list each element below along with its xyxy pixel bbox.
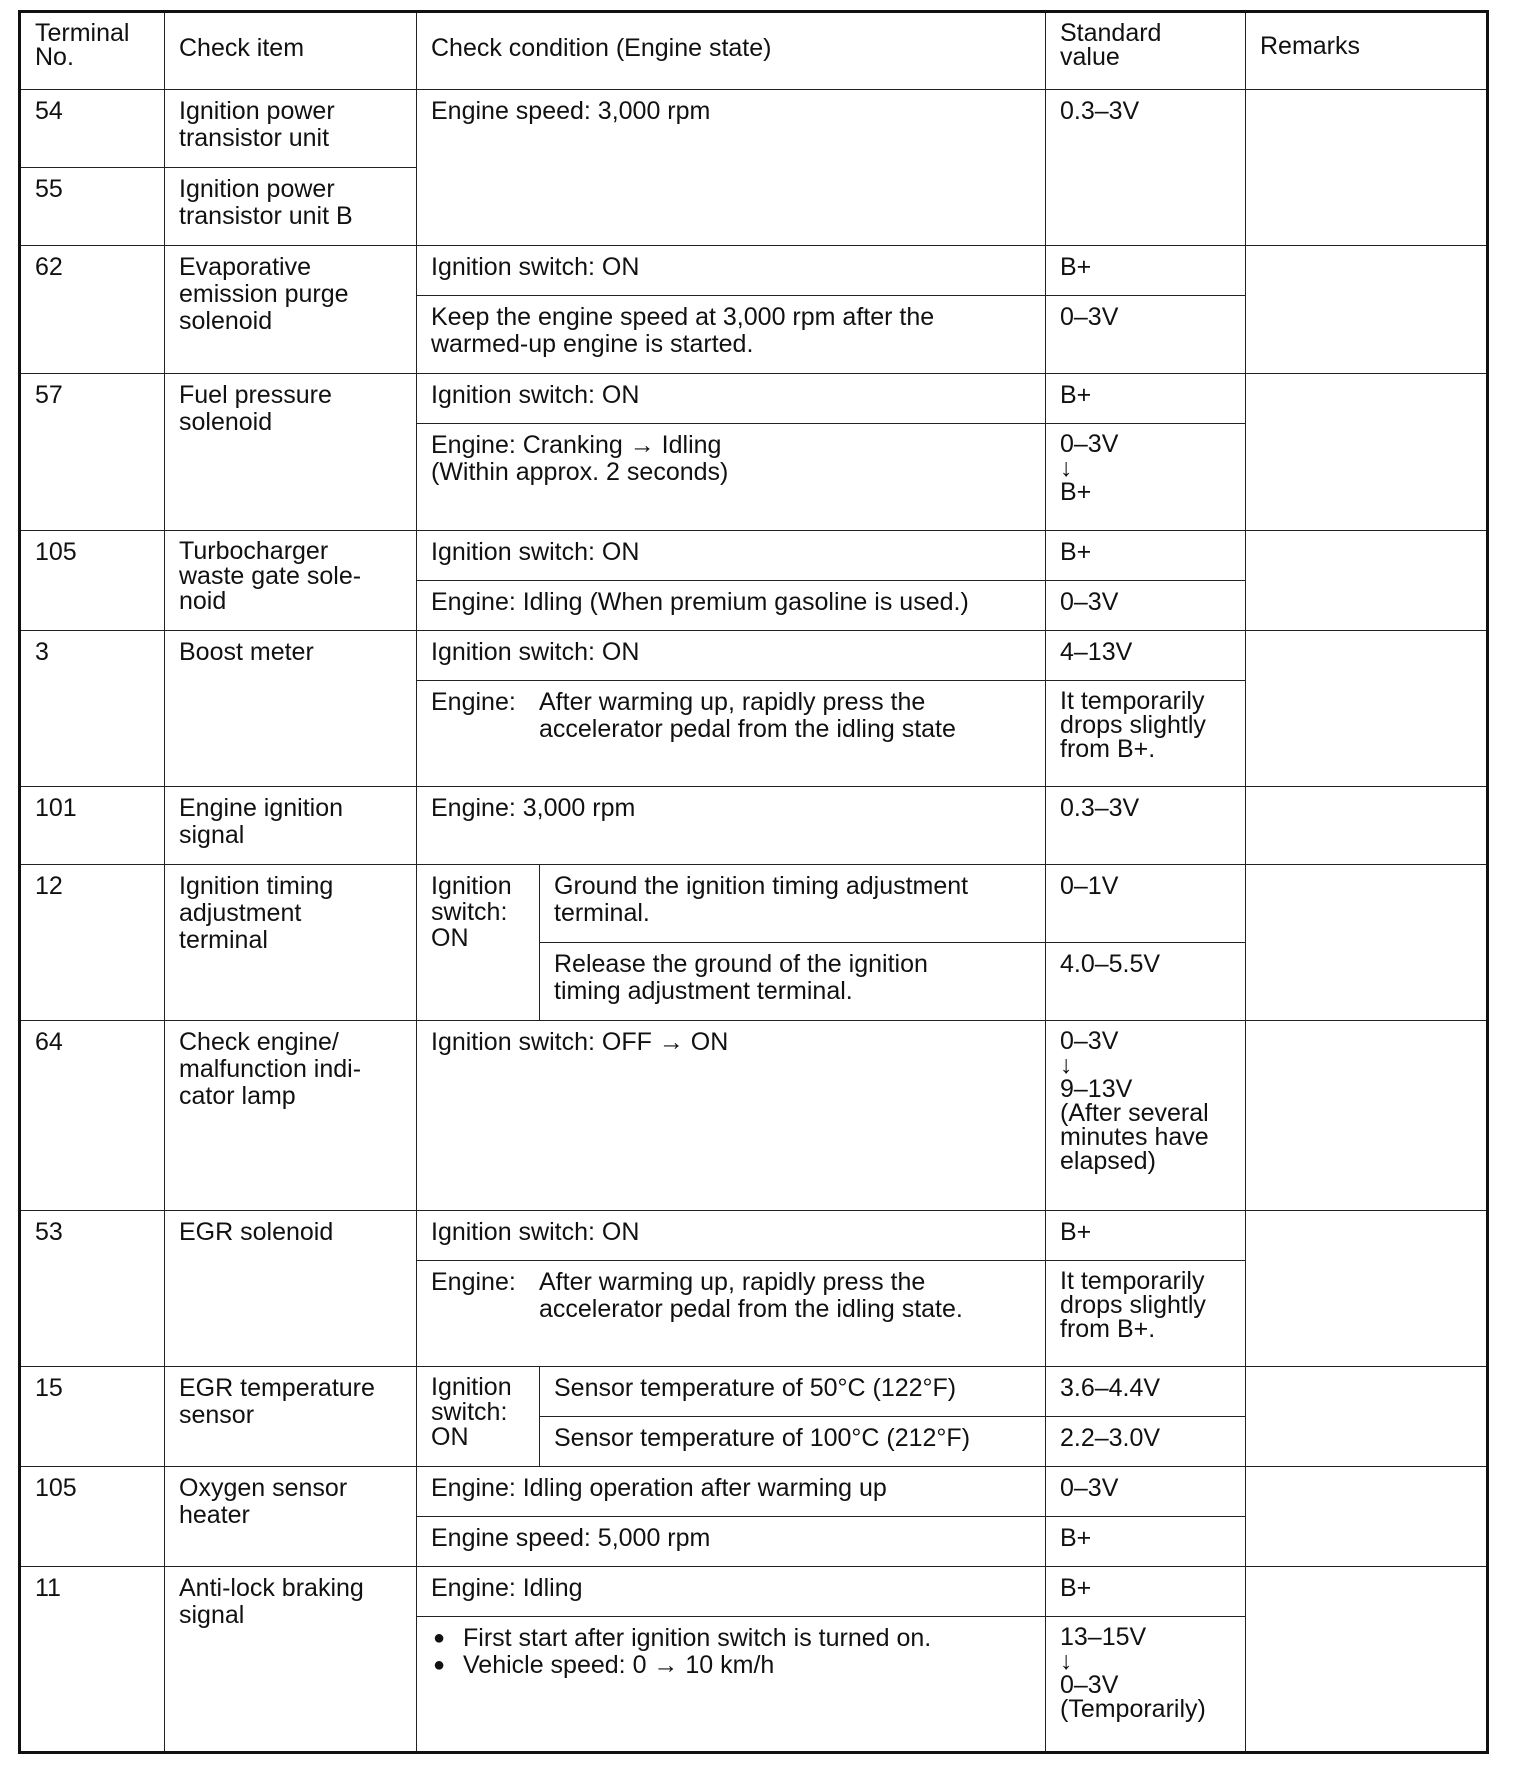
- check-item: Fuel pressure solenoid: [165, 374, 417, 531]
- check-item: EGR solenoid: [165, 1211, 417, 1367]
- condition-bullet-list: [431, 1625, 1031, 1679]
- standard-value: 4.0–5.5V: [1046, 943, 1246, 1021]
- terminal-no: 53: [20, 1211, 165, 1367]
- header-terminal-no: Terminal No.: [20, 12, 165, 90]
- standard-value: 0–3V ↓ 9–13V (After several minutes have elapsed): [1046, 1021, 1246, 1211]
- check-condition: Ignition switch: ON: [417, 246, 1046, 296]
- standard-value: B+: [1046, 1517, 1246, 1567]
- header-standard-value: Standard value: [1046, 12, 1246, 90]
- table-row: [20, 374, 1488, 424]
- header-row: [20, 12, 1488, 90]
- remarks-cell: [1246, 531, 1488, 631]
- standard-value: 13–15V ↓ 0–3V (Temporarily): [1046, 1617, 1246, 1753]
- standard-value: B+: [1046, 1211, 1246, 1261]
- condition-prefix: Engine:: [431, 1268, 516, 1296]
- standard-value: It temporarily drops slightly from B+.: [1046, 681, 1246, 787]
- terminal-no: 62: [20, 246, 165, 374]
- remarks-cell: [1246, 787, 1488, 865]
- terminal-no: 12: [20, 865, 165, 1021]
- table-row: [20, 90, 1488, 168]
- terminal-no: 3: [20, 631, 165, 787]
- standard-value: 0–1V: [1046, 865, 1246, 943]
- table-row: [20, 1211, 1488, 1261]
- check-item: Anti-lock braking signal: [165, 1567, 417, 1753]
- check-condition: Engine: 3,000 rpm: [417, 787, 1046, 865]
- condition-prefix: Engine:: [431, 688, 516, 716]
- header-remarks: Remarks: [1246, 12, 1488, 90]
- remarks-cell: [1246, 246, 1488, 374]
- list-item: ● Vehicle speed: 0 → 10 km/h: [431, 1652, 1031, 1679]
- table-row: [20, 1367, 1488, 1417]
- standard-value: 0.3–3V: [1046, 90, 1246, 246]
- terminal-no: 15: [20, 1367, 165, 1467]
- check-item: Ignition timing adjustment terminal: [165, 865, 417, 1021]
- remarks-cell: [1246, 90, 1488, 246]
- terminal-no: 101: [20, 787, 165, 865]
- check-item: Ignition power transistor unit B: [165, 168, 417, 246]
- standard-value: 0.3–3V: [1046, 787, 1246, 865]
- check-condition: Sensor temperature of 100°C (212°F): [540, 1417, 1046, 1467]
- table-row: [20, 865, 1488, 943]
- check-condition: Keep the engine speed at 3,000 rpm after the warmed-up engine is started.: [417, 296, 1046, 374]
- header-check-condition: Check condition (Engine state): [417, 12, 1046, 90]
- terminal-no: 105: [20, 531, 165, 631]
- standard-value: B+: [1046, 1567, 1246, 1617]
- standard-value: B+: [1046, 531, 1246, 581]
- check-condition: Engine speed: 3,000 rpm: [417, 90, 1046, 246]
- check-condition: Engine: Cranking → Idling (Within approx. 2 seconds): [417, 424, 1046, 531]
- check-item: Turbocharger waste gate sole- noid: [165, 531, 417, 631]
- condition-group: Ignition switch: ON: [417, 1367, 540, 1467]
- remarks-cell: [1246, 631, 1488, 787]
- check-condition: Engine speed: 5,000 rpm: [417, 1517, 1046, 1567]
- remarks-cell: [1246, 865, 1488, 1021]
- header-check-item: Check item: [165, 12, 417, 90]
- check-item: Engine ignition signal: [165, 787, 417, 865]
- check-item: Check engine/ malfunction indi- cator lamp: [165, 1021, 417, 1211]
- table-row: [20, 1467, 1488, 1517]
- table-row: [20, 1567, 1488, 1617]
- check-condition: Ignition switch: ON: [417, 1211, 1046, 1261]
- check-item: Oxygen sensor heater: [165, 1467, 417, 1567]
- check-condition: Release the ground of the ignition timing adjustment terminal.: [540, 943, 1046, 1021]
- table-row: [20, 631, 1488, 681]
- check-item: Ignition power transistor unit: [165, 90, 417, 168]
- check-condition: Ground the ignition timing adjustment terminal.: [540, 865, 1046, 943]
- standard-value: 4–13V: [1046, 631, 1246, 681]
- check-condition: Ignition switch: ON: [417, 374, 1046, 424]
- check-condition: Ignition switch: OFF → ON: [417, 1021, 1046, 1211]
- check-condition: Sensor temperature of 50°C (122°F): [540, 1367, 1046, 1417]
- standard-value: 2.2–3.0V: [1046, 1417, 1246, 1467]
- check-item: Evaporative emission purge solenoid: [165, 246, 417, 374]
- standard-value: 0–3V: [1046, 1467, 1246, 1517]
- check-condition: Ignition switch: ON: [417, 531, 1046, 581]
- terminal-no: 105: [20, 1467, 165, 1567]
- remarks-cell: [1246, 374, 1488, 531]
- standard-value: B+: [1046, 246, 1246, 296]
- standard-value: 0–3V ↓ B+: [1046, 424, 1246, 531]
- check-condition: Engine: Idling operation after warming up: [417, 1467, 1046, 1517]
- remarks-cell: [1246, 1467, 1488, 1567]
- table-row: [20, 246, 1488, 296]
- remarks-cell: [1246, 1367, 1488, 1467]
- standard-value: 0–3V: [1046, 296, 1246, 374]
- terminal-no: 55: [20, 168, 165, 246]
- check-condition: Engine: Idling: [417, 1567, 1046, 1617]
- terminal-no: 57: [20, 374, 165, 531]
- standard-value: It temporarily drops slightly from B+.: [1046, 1261, 1246, 1367]
- table-row: [20, 787, 1488, 865]
- standard-value: 0–3V: [1046, 581, 1246, 631]
- standard-value: B+: [1046, 374, 1246, 424]
- check-condition: Engine: Idling (When premium gasoline is used.): [417, 581, 1046, 631]
- terminal-no: 54: [20, 90, 165, 168]
- check-item: EGR temperature sensor: [165, 1367, 417, 1467]
- check-condition: [417, 1617, 1046, 1753]
- standard-value: 3.6–4.4V: [1046, 1367, 1246, 1417]
- check-item: Boost meter: [165, 631, 417, 787]
- check-condition: [417, 1261, 1046, 1367]
- remarks-cell: [1246, 1567, 1488, 1753]
- terminal-no: 64: [20, 1021, 165, 1211]
- terminal-no: 11: [20, 1567, 165, 1753]
- remarks-cell: [1246, 1021, 1488, 1211]
- list-item: ● First start after ignition switch is turned on.: [431, 1625, 1031, 1652]
- check-condition: [417, 681, 1046, 787]
- condition-text: After warming up, rapidly press the accelerator pedal from the idling state.: [539, 1268, 963, 1323]
- check-condition: Ignition switch: ON: [417, 631, 1046, 681]
- condition-text: After warming up, rapidly press the accelerator pedal from the idling state: [539, 688, 956, 743]
- remarks-cell: [1246, 1211, 1488, 1367]
- table-row: [20, 1021, 1488, 1211]
- condition-group: Ignition switch: ON: [417, 865, 540, 1021]
- inspection-table: [18, 10, 1489, 1754]
- table-row: [20, 531, 1488, 581]
